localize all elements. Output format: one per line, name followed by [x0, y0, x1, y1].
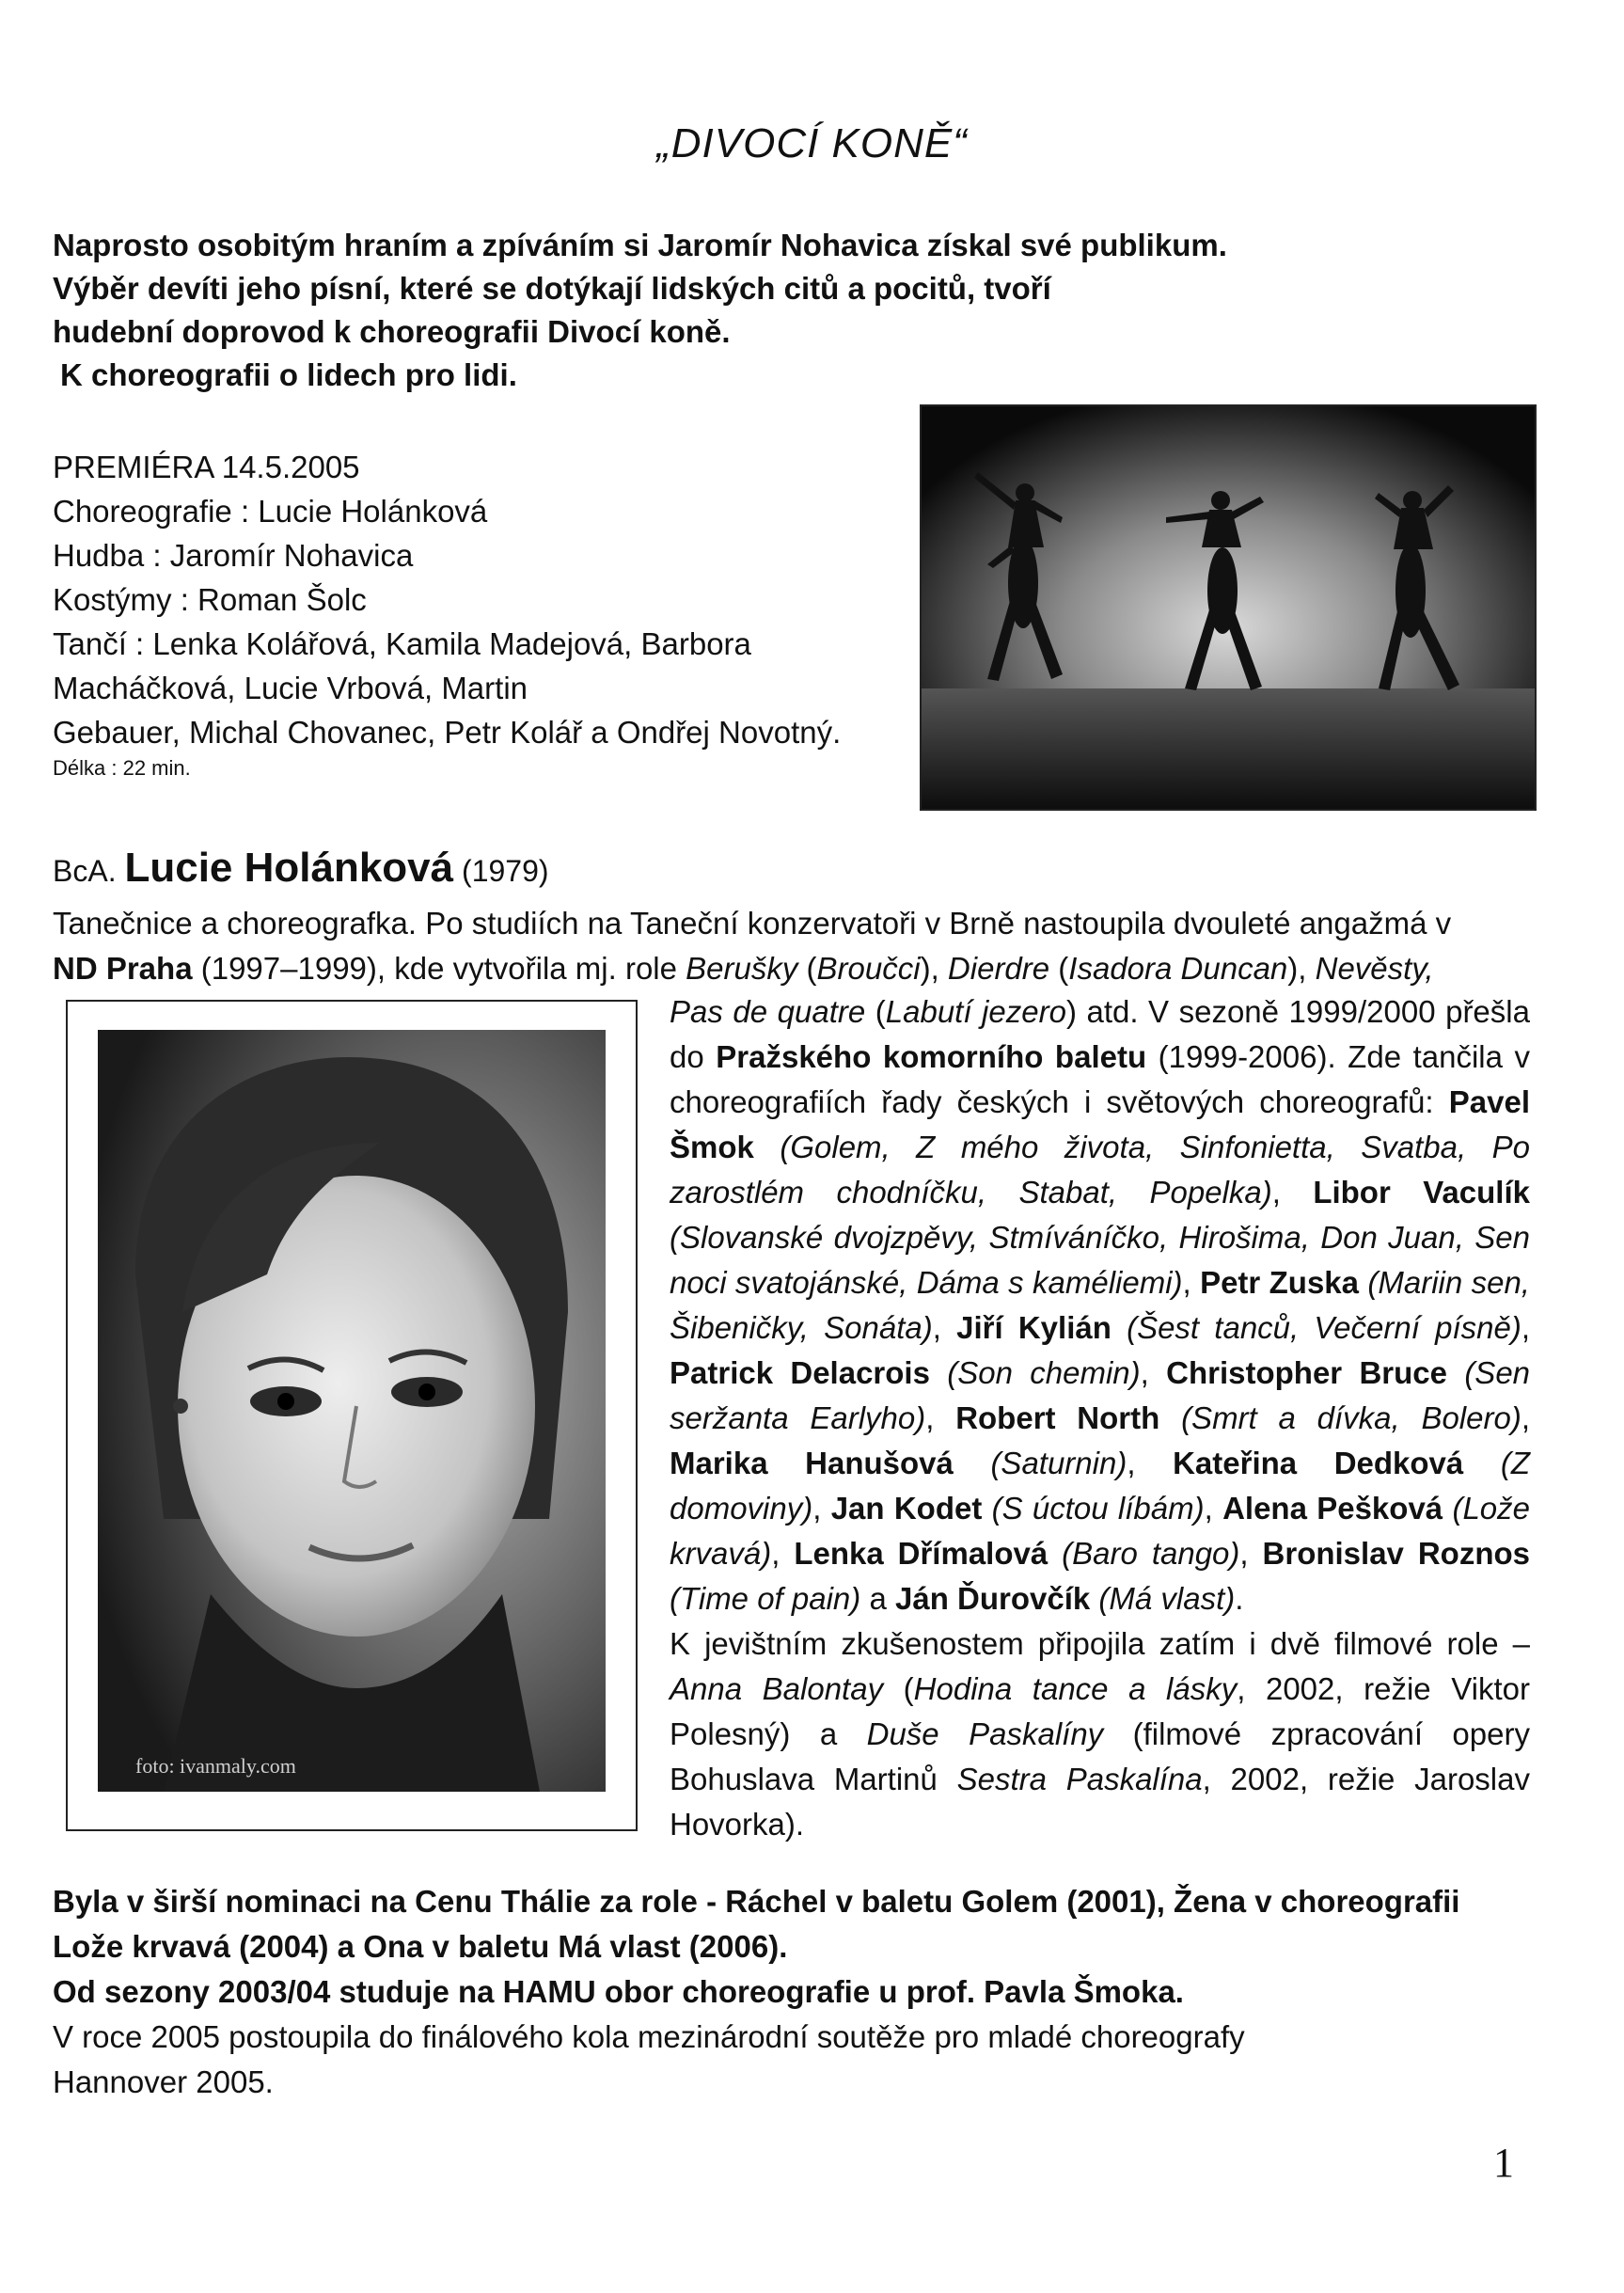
final-line: Hannover 2005.	[53, 2064, 274, 2099]
bio-text: ) atd. V sezoně 1999/2000 přešla do	[670, 994, 1530, 1074]
work-title: (Mariin sen, Šibeničky, Sonáta)	[670, 1265, 1530, 1345]
work-title: Pas de quatre	[670, 994, 866, 1029]
bio-text: ),	[1287, 951, 1316, 986]
bio-name: Lucie Holánková	[124, 845, 454, 891]
bio-text: ,	[1127, 1446, 1174, 1480]
choreographer-name: Pražského komorního baletu	[716, 1039, 1147, 1074]
intro-paragraph	[53, 224, 1227, 397]
dancers-line: Tančí : Lenka Kolářová, Kamila Madejová, Barbora	[53, 626, 751, 661]
bio-heading	[53, 845, 549, 892]
dancers-line: Gebauer, Michal Chovanec, Petr Kolář a Ondřej Novotný.	[53, 715, 842, 750]
photo-credit: foto: ivanmaly.com	[135, 1754, 296, 1778]
choreographer-name: Bronislav Roznos	[1262, 1536, 1531, 1571]
bio-text: ,	[925, 1400, 956, 1435]
bio-text	[1447, 1355, 1464, 1390]
bio-bold: ND Praha	[53, 951, 193, 986]
bio-text: ,	[771, 1536, 795, 1571]
work-title: (Golem, Z mého života, Sinfonietta, Svatba, Po zarostlém chodníčku, Stabat, Popelka)	[670, 1130, 1531, 1210]
choreographer-name: Marika Hanušová	[670, 1446, 954, 1480]
duration-line: Délka : 22 min.	[53, 756, 191, 780]
work-title: (Son chemin)	[947, 1355, 1141, 1390]
work-title: (Saturnin)	[990, 1446, 1127, 1480]
study-text: Od sezony 2003/04 studuje na HAMU obor choreografie u prof. Pavla Šmoka.	[53, 1974, 1184, 2009]
dancers-line: Macháčková, Lucie Vrbová, Martin	[53, 671, 528, 705]
bio-text: ,	[1204, 1491, 1223, 1526]
choreography-line: Choreografie : Lucie Holánková	[53, 494, 488, 529]
bio-text: ,	[1140, 1355, 1167, 1390]
bio-text	[954, 1446, 991, 1480]
bio-text: .	[1235, 1581, 1244, 1616]
bio-text: K jevištním zkušenostem připojila zatím i dvě filmové role –	[670, 1626, 1530, 1661]
nomination-line	[53, 1879, 1557, 1924]
bio-text	[1359, 1265, 1367, 1300]
choreographer-name: Pavel Šmok	[670, 1084, 1530, 1164]
choreographer-name: Christopher Bruce	[1166, 1355, 1447, 1390]
music-line: Hudba : Jaromír Nohavica	[53, 538, 414, 573]
study-line	[53, 1969, 1557, 2015]
bio-text	[1048, 1536, 1062, 1571]
final-line: V roce 2005 postoupila do finálového kola mezinárodní soutěže pro mladé choreografy	[53, 2019, 1245, 2054]
dance-photo-illustration	[922, 406, 1535, 809]
choreographer-name: Patrick Delacrois	[670, 1355, 930, 1390]
intro-line: Naprosto osobitým hraním a zpíváním si Jaromír Nohavica získal své publikum.	[53, 228, 1227, 262]
bio-text: ,	[1182, 1265, 1201, 1300]
bio-year: (1979)	[462, 854, 549, 888]
bio-italic: Berušky	[686, 951, 798, 986]
nomination-line	[53, 1924, 1557, 1969]
bio-text	[754, 1130, 780, 1164]
bio-text	[1112, 1310, 1127, 1345]
bio-text: ,	[1521, 1400, 1530, 1435]
bio-text: (	[797, 951, 817, 986]
bio-text: ),	[920, 951, 948, 986]
choreographer-name: Kateřina Dedková	[1173, 1446, 1464, 1480]
work-title: Sestra Paskalína	[956, 1762, 1203, 1796]
work-title: (Slovanské dvojzpěvy, Stmíváníčko, Hirošima, Don Juan, Sen noci svatojánské, Dáma s kaméliemi)	[670, 1220, 1530, 1300]
work-title: (Smrt a dívka, Bolero)	[1181, 1400, 1522, 1435]
page-number: 1	[1493, 2140, 1514, 2186]
bio-career	[670, 989, 1530, 1847]
choreographer-name: Alena Pešková	[1222, 1491, 1443, 1526]
bio-text	[1443, 1491, 1452, 1526]
choreographer-name: Lenka Dřímalová	[794, 1536, 1049, 1571]
bio-italic: Broučci	[816, 951, 921, 986]
choreographer-name: Robert North	[955, 1400, 1160, 1435]
bio-text: ,	[812, 1491, 831, 1526]
portrait-photo-frame	[66, 1000, 638, 1831]
work-title: (Time of pain)	[670, 1581, 861, 1616]
work-title: (Lože krvavá)	[670, 1491, 1531, 1571]
bio-text: ,	[932, 1310, 957, 1345]
bio-text: ,	[1271, 1175, 1314, 1210]
bio-footer	[53, 1879, 1557, 2105]
choreographer-name: Petr Zuska	[1200, 1265, 1360, 1300]
bio-text: (1997–1999), kde vytvořila mj. role	[192, 951, 686, 986]
choreographer-name: Libor Vaculík	[1313, 1175, 1530, 1210]
bio-text: ,	[1521, 1310, 1530, 1345]
bio-italic: Dierdre	[947, 951, 1050, 986]
nomination-text: Lože krvavá (2004) a Ona v baletu Má vlast (2006).	[53, 1929, 788, 1964]
work-title: Anna Balontay	[670, 1671, 884, 1706]
bio-text	[982, 1491, 991, 1526]
bio-text: (	[1049, 951, 1069, 986]
bio-text: , 2002, režie Viktor Polesný) a	[670, 1671, 1530, 1751]
bio-line: Tanečnice a choreografka. Po studiích na Taneční konzervatoři v Brně nastoupila dvouleté angažmá v	[53, 906, 1452, 941]
bio-text: a	[860, 1581, 895, 1616]
work-title: Duše Paskalíny	[866, 1716, 1104, 1751]
dance-photo	[920, 404, 1537, 811]
work-title: (Baro tango)	[1062, 1536, 1240, 1571]
portrait-illustration	[98, 1030, 606, 1792]
bio-text: , 2002, režie Jaroslav Hovorka).	[670, 1762, 1530, 1842]
choreographer-name: Jan Kodet	[830, 1491, 983, 1526]
bio-text	[930, 1355, 947, 1390]
credits-block	[53, 445, 899, 783]
intro-line: hudební doprovod k choreografii Divocí koně.	[53, 314, 731, 349]
intro-line: K choreografii o lidech pro lidi.	[60, 357, 517, 392]
work-title: (Má vlast)	[1098, 1581, 1236, 1616]
bio-text	[1159, 1400, 1181, 1435]
bio-text: ,	[1239, 1536, 1263, 1571]
intro-line: Výběr devíti jeho písní, které se dotýkají lidských citů a pocitů, tvoří	[53, 271, 1051, 306]
bio-text	[1463, 1446, 1501, 1480]
choreographer-name: Jiří Kylián	[956, 1310, 1112, 1345]
work-title: (Šest tanců, Večerní písně)	[1127, 1310, 1522, 1345]
work-title: (S úctou líbám)	[991, 1491, 1205, 1526]
page-title: „DIVOCÍ KONĚ“	[656, 120, 968, 166]
bio-degree: BcA.	[53, 854, 117, 888]
costumes-line: Kostýmy : Roman Šolc	[53, 582, 367, 617]
bio-line	[53, 946, 1538, 991]
bio-text: (filmové zpracování opery Bohuslava Martinů	[670, 1716, 1530, 1796]
portrait-photo	[98, 1030, 606, 1792]
work-title: (Sen seržanta Earlyho)	[670, 1355, 1531, 1435]
nomination-text: Byla v širší nominaci na Cenu Thálie za role - Ráchel v baletu Golem (2001), Žena v choreografii	[53, 1884, 1460, 1919]
bio-italic: Isadora Duncan	[1068, 951, 1288, 986]
work-title: (Z domoviny)	[670, 1446, 1530, 1526]
choreographer-name: Ján Ďurovčík	[894, 1581, 1091, 1616]
bio-text: (	[883, 1671, 914, 1706]
bio-italic: Nevěsty,	[1315, 951, 1434, 986]
bio-text: (	[865, 994, 886, 1029]
premiere-line: PREMIÉRA 14.5.2005	[53, 450, 360, 484]
work-title: Labutí jezero	[885, 994, 1066, 1029]
work-title: Hodina tance a lásky	[913, 1671, 1238, 1706]
bio-text: (1999-2006). Zde tančila v choreografiích řady českých i světových choreografů:	[670, 1039, 1531, 1119]
bio-intro	[53, 901, 1538, 991]
